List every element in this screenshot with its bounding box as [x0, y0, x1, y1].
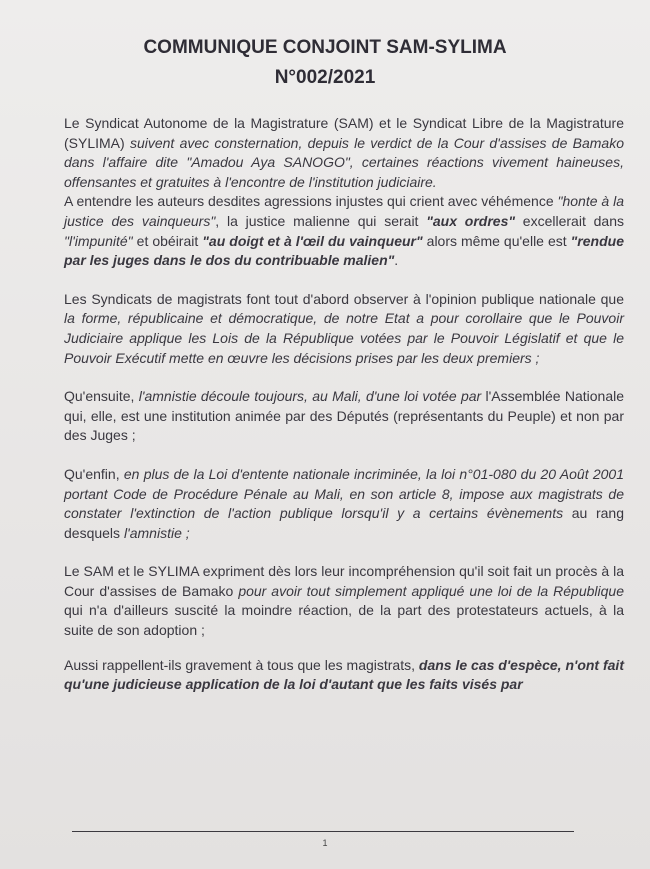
quote-impunite: "l'impunité" — [64, 232, 133, 249]
paragraph-5-text-c: au rang desquels — [64, 505, 624, 541]
paragraph-2-text-g: et obéirait — [132, 232, 203, 249]
title-line-1: COMMUNIQUE CONJOINT SAM-SYLIMA — [143, 37, 507, 58]
page-number: 1 — [322, 838, 328, 848]
quote-contribuable: "rendue par les juges dans le dos du contribuable malien" — [64, 232, 624, 269]
title-line-2: N°002/2021 — [274, 67, 376, 88]
paragraph-2-text-k: . — [394, 252, 399, 269]
paragraph-4-text-a: Qu'ensuite, — [64, 388, 139, 405]
paragraph-2 — [64, 192, 624, 270]
paragraph-5-emphasis: en plus de la Loi d'entente nationale incriminée, la loi n°01-080 du 20 Août 2001 portant Code de Procédure Pénale au Mali, en son article 8, impose aux magistrats de constater l'extinction de l'action publique lorsqu'il y a certains évènements — [64, 465, 624, 522]
paragraph-6-text-a: Le SAM et le SYLIMA expriment dès lors leur incompréhension qu'il soit fait un procès à la Cour d'assises de Bamako — [64, 563, 624, 599]
paragraph-1-emphasis: suivent avec consternation, depuis le verdict de la Cour d'assises de Bamako dans l'affaire dite "Amadou Aya SANOGO", certaines réactions vivement haineuses, offensantes et gratuites à l'encontre de l'institution judiciaire. — [64, 134, 624, 190]
paragraph-6 — [64, 562, 624, 640]
paragraph-3-text: Les Syndicats de magistrats font tout d'abord observer à l'opinion publique nationale que — [64, 290, 624, 307]
document-body — [64, 114, 624, 714]
paragraph-5 — [64, 465, 624, 543]
paragraph-4-emphasis: l'amnistie découle toujours, au Mali, d'une loi votée par — [138, 388, 482, 405]
paragraph-6-emphasis: pour avoir tout simplement appliqué une loi de la République — [238, 582, 624, 599]
document-title — [0, 33, 650, 93]
quote-honte: "honte à la justice des vainqueurs" — [64, 193, 625, 229]
paragraph-4 — [64, 387, 624, 446]
footer-divider — [72, 831, 574, 832]
paragraph-7-emphasis: dans le cas d'espèce, n'ont fait qu'une judicieuse application de la loi d'autant que les faits visés par — [64, 656, 624, 693]
quote-aux-ordres: "aux ordres" — [426, 212, 516, 229]
paragraph-4-text-c: l'Assemblée Nationale qui, elle, est une institution animée par des Députés (représentants du Peuple) et non par des Juges ; — [64, 388, 624, 444]
paragraph-7 — [64, 656, 624, 695]
paragraph-3-emphasis: la forme, républicaine et démocratique, de notre Etat a pour corollaire que le Pouvoir Judiciaire applique les Lois de la République votées par le Pouvoir Législatif et que le Pouvoir Exécutif mette en œuvre les décisions prises par les deux premiers ; — [64, 310, 624, 366]
paragraph-1-text: Le Syndicat Autonome de la Magistrature (SAM) et le Syndicat Libre de la Magistrature (SYLIMA) — [64, 115, 624, 151]
paragraph-7-text: Aussi rappellent-ils gravement à tous que les magistrats, — [64, 656, 419, 673]
paragraph-2-text-c: , la justice malienne qui serait — [215, 212, 427, 229]
paragraph-3 — [64, 290, 624, 368]
paragraph-6-text-c: qui n'a d'ailleurs suscité la moindre réaction, de la part des protestateurs actuels, à la suite de son adoption ; — [64, 602, 624, 639]
paragraph-2-text-e: excellerait dans — [515, 212, 624, 229]
paragraph-1 — [64, 114, 624, 192]
paragraph-5-amnistie: l'amnistie ; — [123, 524, 190, 541]
paragraph-2-text-a: A entendre les auteurs desdites agressions injustes qui crient avec véhémence — [64, 193, 558, 210]
quote-doigt: "au doigt et à l'œil du vainqueur" — [202, 232, 423, 249]
paragraph-2-text-i: alors même qu'elle est — [422, 232, 571, 249]
paragraph-5-text-a: Qu'enfin, — [64, 465, 124, 482]
